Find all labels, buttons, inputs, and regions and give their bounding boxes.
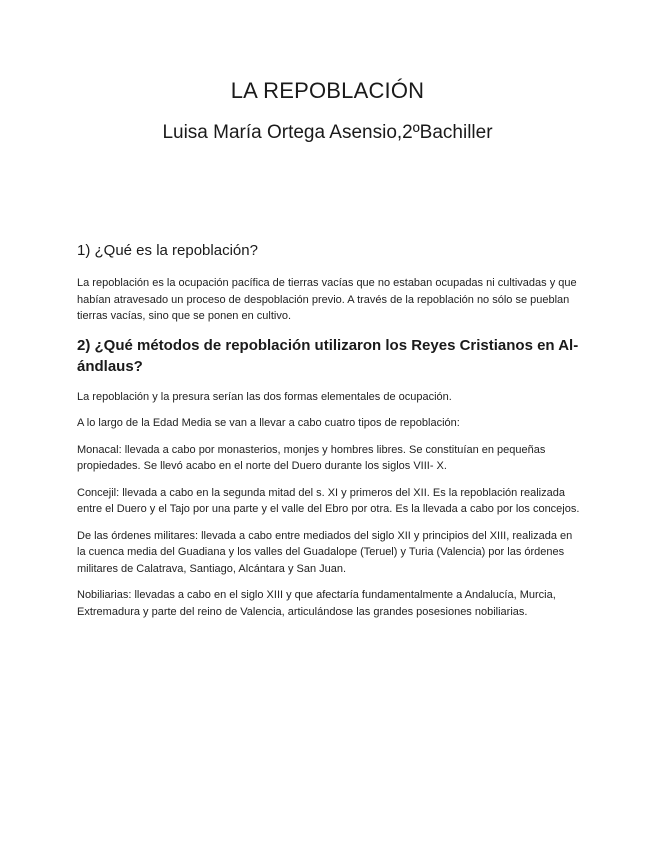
section-2-paragraph-ordenes: De las órdenes militares: llevada a cabo entre mediados del siglo XII y principios del XIII, realizada en la cuenca media del Guadiana y los valles del Guadalope (Teruel) y Turia (Valencia) por las órdenes militares de Calatrava, Santiago, Alcántara y San Juan. — [77, 529, 573, 575]
section-2-paragraph-nobiliarias: Nobiliarias: llevadas a cabo en el siglo XIII y que afectaría fundamentalmente a Andalucía, Murcia, Extremadura y parte del reino de Valencia, articulándose las grandes posesiones nobiliarias. — [77, 589, 556, 618]
section-2-heading: 2) ¿Qué métodos de repoblación utilizaron los Reyes Cristianos en Al-ándlaus? — [77, 336, 579, 375]
section-2-paragraph-monacal: Monacal: llevada a cabo por monasterios, monjes y hombres libres. Se constituían en pequeñas propiedades. Se llevó acabo en el norte del Duero durante los siglos VIII- X. — [77, 443, 546, 472]
document-body — [77, 240, 582, 630]
document-title: LA REPOBLACIÓN — [230, 78, 425, 103]
section-1-heading: 1) ¿Qué es la repoblación? — [77, 242, 258, 259]
section-2-paragraph-concejil: Concejil: llevada a cabo en la segunda mitad del s. XI y primeros del XII. Es la repoblación realizada entre el Duero y el Tajo por una parte y el valle del Ebro por otra. Es la llevada a cabo por los concejos. — [77, 486, 580, 515]
section-1-paragraph: La repoblación es la ocupación pacífica de tierras vacías que no estaban ocupadas ni cultivadas y que habían atravesado un proceso de despoblación previo. A través de la repoblación no sólo se pueblan tierras vacías, sino que se ponen en cultivo. — [77, 277, 577, 322]
section-2-paragraph-intro: La repoblación y la presura serían las dos formas elementales de ocupación. — [77, 390, 452, 403]
document-subtitle: Luisa María Ortega Asensio,2ºBachiller — [162, 122, 493, 143]
section-2-paragraph-types: A lo largo de la Edad Media se van a llevar a cabo cuatro tipos de repoblación: — [77, 417, 460, 429]
